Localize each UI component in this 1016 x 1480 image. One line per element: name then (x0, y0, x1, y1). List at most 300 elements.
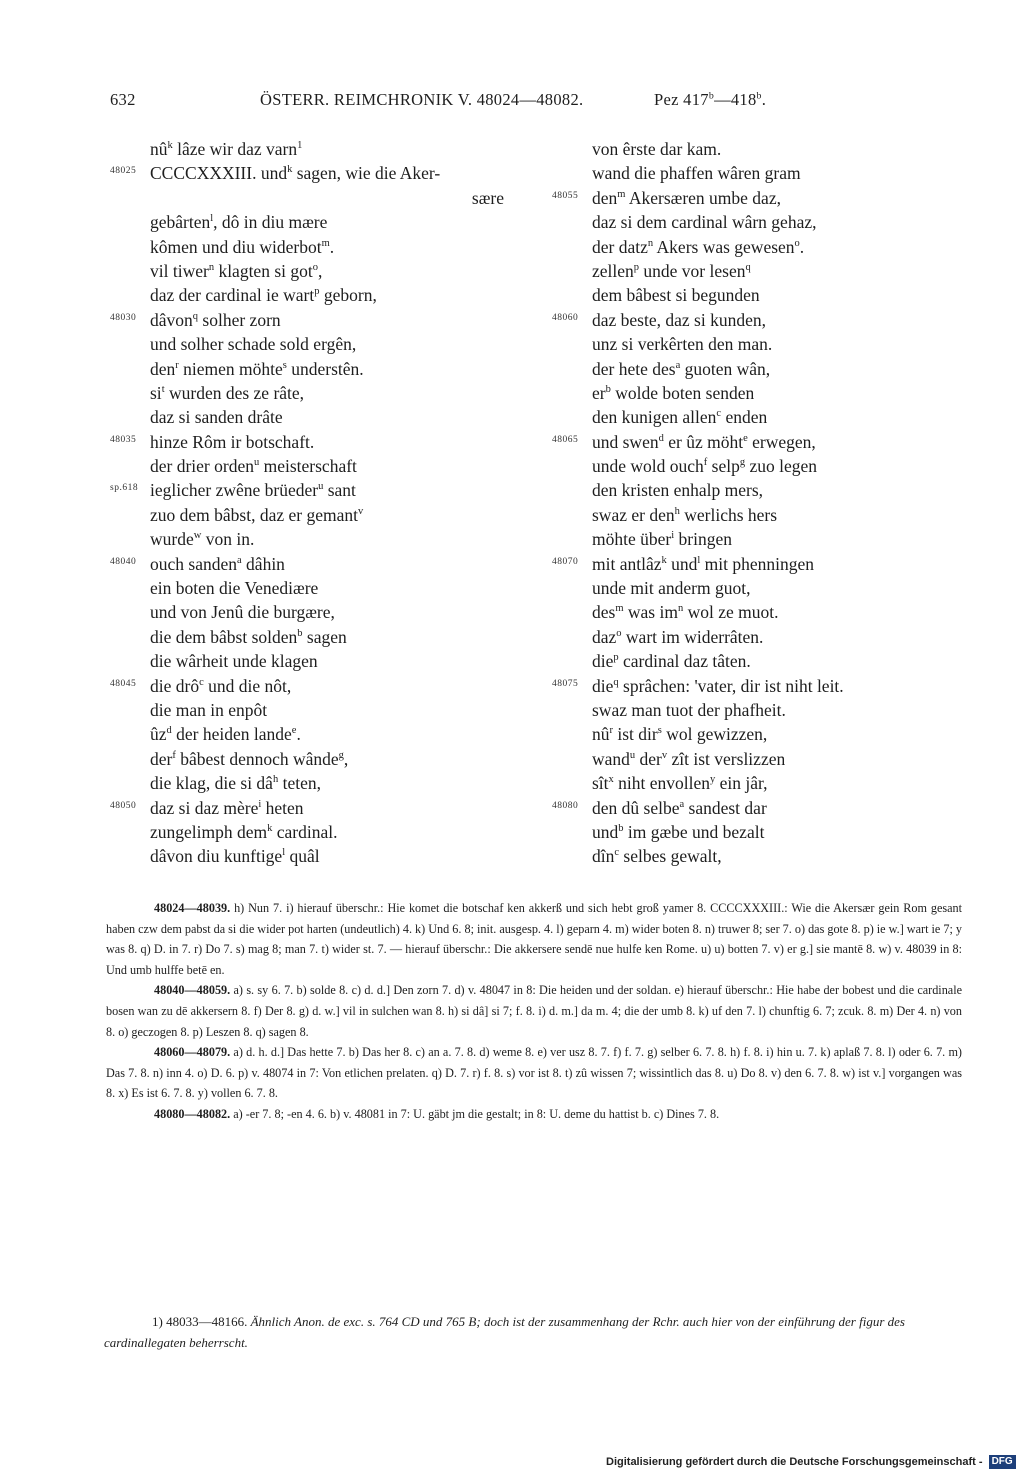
footnote-text: Ähnlich Anon. de exc. s. 764 CD und 765 B; doch ist der zusammenhang der Rchr. auch hier von der einführung der figur des cardinallegaten beherrscht. (104, 1314, 905, 1350)
pez-reference: Pez 417$^b$—418$^b$. (654, 90, 767, 109)
verse-segment: meisterschaft (259, 455, 357, 476)
line-number: sp.618 (110, 483, 139, 494)
note-marker: u (253, 457, 260, 469)
verse-line (110, 256, 530, 280)
verse-line (552, 841, 972, 865)
verse-text (592, 695, 786, 722)
verse-segment: heten (261, 797, 304, 818)
verse-text (150, 744, 348, 771)
note-marker: n (677, 603, 684, 615)
verse-text (592, 158, 801, 185)
verse-segment: wurde (150, 529, 194, 550)
line-number: 48065 (552, 434, 579, 445)
note-marker: i (258, 798, 262, 810)
verse-segment: unde vor lesen (639, 260, 746, 281)
note-marker: q (192, 310, 199, 322)
verse-text (592, 232, 804, 259)
line-number: 48070 (552, 556, 579, 567)
page-header (110, 90, 830, 114)
verse-text (592, 719, 767, 746)
line-number: 48060 (552, 312, 579, 323)
line-number: 48025 (110, 166, 137, 177)
verse-line (552, 817, 972, 841)
verse-line (552, 500, 972, 524)
verse-text (150, 817, 338, 844)
verse-segment: nû (150, 138, 168, 159)
verse-line (110, 671, 530, 695)
verse-column-right (552, 134, 972, 866)
verse-segment: selbes gewalt, (619, 846, 722, 867)
verse-segment: understên. (286, 358, 364, 379)
note-marker: k (267, 822, 273, 834)
apparatus-range: 48024—48039. (154, 901, 231, 915)
verse-segment: ist dir (613, 724, 658, 745)
verse-segment: sandest dar (684, 797, 767, 818)
note-marker: k (167, 140, 173, 151)
note-marker: l (210, 213, 214, 225)
verse-segment: der datz (592, 236, 648, 257)
verse-segment: swaz er den (592, 504, 675, 525)
verse-segment: die klag, die si dâ (150, 772, 273, 793)
verse-segment: si (150, 382, 162, 403)
verse-segment: den kristen enhalp mers, (592, 480, 764, 501)
verse-segment: dem bâbest si begunden (592, 285, 760, 306)
verse-text (592, 646, 751, 673)
apparatus-entry (106, 980, 962, 1042)
note-marker: c (614, 847, 620, 859)
verse-line (110, 134, 530, 158)
critical-apparatus (106, 898, 962, 1125)
verse-segment: ouch sanden (150, 553, 237, 574)
note-marker: q (745, 261, 751, 273)
verse-line (110, 646, 530, 670)
verse-segment: wart im widerrâten. (621, 626, 764, 647)
note-marker: t (161, 383, 165, 395)
verse-text (592, 280, 760, 307)
verse-segment: sære (471, 187, 504, 208)
verse-segment: kômen und diu widerbot (150, 236, 322, 257)
note-marker: k (661, 554, 667, 566)
verse-line (110, 524, 530, 548)
note-marker: f (703, 457, 708, 469)
verse-line (552, 719, 972, 743)
verse-segment: sprâchen: 'vater, dir ist niht leit. (618, 675, 844, 696)
verse-line (552, 280, 972, 304)
verse-segment: von êrste dar kam. (592, 138, 722, 159)
note-marker: o (616, 627, 622, 639)
verse-segment: enden (721, 407, 768, 428)
verse-segment: zungelimph dem (150, 821, 268, 842)
verse-text (592, 354, 770, 381)
footnote-marker: 1) 48033—48166. (152, 1314, 248, 1329)
verse-line (552, 256, 972, 280)
verse-line (110, 207, 530, 231)
verse-segment: wol ze muot. (683, 602, 779, 623)
verse-segment: den dû selbe (592, 797, 680, 818)
verse-text (592, 768, 768, 795)
verse-segment: und die nôt, (203, 675, 292, 696)
verse-line (552, 134, 972, 158)
note-marker: k (287, 164, 293, 176)
verse-segment: die drô (150, 675, 200, 696)
note-marker: l (282, 847, 286, 859)
verse-text (592, 841, 722, 868)
verse-line (552, 768, 972, 792)
apparatus-range: 48040—48059. (154, 983, 231, 998)
verse-line (552, 597, 972, 621)
note-marker: x (608, 774, 614, 786)
verse-segment: zuo dem bâbst, daz er gemant (150, 504, 358, 525)
verse-segment: der (635, 748, 662, 769)
line-number: 48055 (552, 190, 579, 201)
verse-text (150, 768, 321, 795)
apparatus-text: h) Nun 7. i) hierauf überschr.: Hie komet die botschaf ken akkerß und sich hebt groß yamer 8. CCCCXXXIII.: Wie die Akersær gein Rom gesant haben czw dem pabst da si die wider pot harten (undeutlich) 4. k) Und 6. 8; init. ausgesp. 4. l) geparn 4. m) wider boten 8. n) truwer 8; ser 7. o) das gote 8. p) ie w.] wart ie 7; y was 8. q) D. in 7. r) Do 7. s) mag 8; man 7. t) wider st. 7. — hierauf überschr.: Die akkersere sendē nue hulfe ken Rome. u) u) botten 7. v) er g.] sie mantē 8. w) v. 48039 in 8: Und umb hulffe betē en. (106, 901, 962, 977)
note-marker: m (321, 237, 330, 249)
running-title: ÖSTERR. REIMCHRONIK V. 48024—48082. (260, 90, 584, 109)
verse-segment: niemen möhte (178, 358, 283, 379)
note-marker: q (613, 676, 619, 688)
verse-line (552, 646, 972, 670)
verse-line (552, 793, 972, 817)
verse-line (552, 402, 972, 426)
verse-segment: , (343, 748, 349, 769)
verse-line (552, 524, 972, 548)
verse-text (150, 524, 254, 551)
note-marker: v (357, 505, 364, 517)
apparatus-entry (106, 1042, 962, 1104)
funding-text: Digitalisierung gefördert durch die Deutsche Forschungsgemeinschaft - (606, 1455, 983, 1468)
note-marker: h (272, 774, 279, 786)
verse-text (592, 427, 816, 454)
verse-segment: sagen, wie die Aker- (292, 163, 441, 184)
note-marker: 1 (297, 140, 303, 151)
verse-segment: lâze wir daz varn (172, 138, 298, 159)
verse-line (110, 354, 530, 378)
note-marker: s (657, 725, 662, 737)
verse-line (110, 817, 530, 841)
verse-line (110, 793, 530, 817)
note-marker: c (199, 676, 204, 688)
apparatus-entry (106, 898, 962, 980)
verse-segment: der (150, 748, 173, 769)
note-marker: g (338, 749, 344, 761)
verse-line (552, 427, 972, 451)
verse-segment: , (317, 260, 323, 281)
verse-segment: . (329, 236, 335, 257)
verse-text (592, 256, 751, 283)
verse-segment: daz si daz mère (150, 797, 259, 818)
verse-segment: dâvon (150, 309, 193, 330)
verse-text (592, 207, 816, 234)
verse-line (110, 597, 530, 621)
note-marker: f (172, 749, 176, 761)
line-number: 48045 (110, 678, 137, 689)
verse-segment: und swen (592, 431, 659, 452)
verse-text (150, 305, 281, 332)
verse-text (150, 451, 357, 478)
verse-text (592, 378, 754, 405)
footnote (104, 1312, 964, 1353)
verse-segment: nû (592, 724, 610, 745)
verse-segment: wand die phaffen wâren gram (592, 163, 801, 184)
note-marker: u (318, 481, 324, 493)
verse-text (150, 256, 322, 283)
verse-line (552, 378, 972, 402)
note-marker: l (697, 554, 701, 566)
verse-text (150, 378, 304, 405)
verse-text (592, 622, 763, 649)
verse-segment: unde mit anderm guot, (592, 577, 751, 598)
verse-text (150, 134, 302, 161)
verse-line (552, 475, 972, 499)
verse-text (592, 549, 814, 576)
verse-text (592, 817, 764, 844)
verse-segment: niht envollen (613, 772, 711, 793)
apparatus-text: a) -er 7. 8; -en 4. 6. b) v. 48081 in 7: U. gäbt jm die gestalt; in 8: U. deme du hattist b. c) Dines 7. 8. (233, 1106, 720, 1121)
verse-segment: mit phenningen (700, 553, 815, 574)
verse-text (150, 597, 335, 624)
verse-line (110, 573, 530, 597)
note-marker: r (175, 359, 179, 371)
note-marker: d (166, 725, 172, 737)
verse-segment: guoten wân, (680, 358, 771, 379)
verse-line (110, 305, 530, 329)
apparatus-range: 48080—48082. (154, 1106, 231, 1121)
verse-segment: sant (323, 480, 356, 501)
verse-segment: . (799, 236, 805, 257)
verse-text (592, 329, 772, 356)
verse-segment: cardinal. (272, 821, 338, 842)
verse-segment: wol gewizzen, (661, 724, 768, 745)
verse-segment: den (592, 187, 618, 208)
verse-segment: bâbest dennoch wânde (175, 748, 339, 769)
note-marker: p (633, 261, 640, 273)
note-marker: p (314, 286, 320, 298)
funding-note (606, 1455, 1016, 1471)
verse-segment: des (592, 602, 616, 623)
verse-text (150, 427, 314, 454)
note-marker: e (291, 725, 297, 737)
verse-text (592, 183, 781, 210)
note-marker: e (743, 432, 748, 444)
verse-segment: dîn (592, 846, 615, 867)
verse-text (592, 524, 732, 551)
note-marker: m (615, 603, 624, 615)
verse-line (552, 451, 972, 475)
verse-segment: und solher schade sold ergên, (150, 333, 357, 354)
verse-text (150, 549, 285, 576)
verse-text (150, 329, 356, 356)
verse-line (552, 158, 972, 182)
verse-text (150, 500, 363, 527)
line-number: 48075 (552, 678, 579, 689)
verse-segment: sagen (302, 626, 347, 647)
verse-line (110, 744, 530, 768)
verse-line (552, 354, 972, 378)
verse-line (110, 280, 530, 304)
verse-segment: selp (707, 455, 740, 476)
verse-segment: und von Jenû die burgære, (150, 602, 335, 623)
verse-text (592, 134, 721, 161)
verse-text (592, 305, 766, 332)
verse-segment: zuo legen (745, 455, 818, 476)
verse-line (552, 207, 972, 231)
verse-segment: ein jâr, (715, 772, 768, 793)
verse-segment: CCCCXXXIII. und (150, 163, 288, 184)
verse-segment: vil tiwer (150, 260, 209, 281)
apparatus-range: 48060—48079. (154, 1045, 231, 1060)
verse-line (110, 427, 530, 451)
note-marker: n (208, 261, 215, 273)
verse-segment: der heiden lande (171, 724, 292, 745)
verse-text (150, 158, 440, 185)
verse-line (552, 695, 972, 719)
note-marker: u (629, 749, 636, 761)
note-marker: h (674, 505, 680, 517)
verse-text (150, 280, 377, 307)
note-marker: d (658, 432, 664, 444)
verse-text (150, 475, 356, 502)
verse-segment: werlichs hers (679, 504, 778, 525)
verse-text (592, 475, 763, 502)
verse-segment: geborn, (319, 285, 377, 306)
verse-segment: die wârheit unde klagen (150, 651, 318, 672)
apparatus-entry (106, 1104, 962, 1125)
note-marker: a (237, 554, 242, 566)
verse-segment: dâhin (241, 553, 285, 574)
verse-segment: und (592, 821, 619, 842)
verse-text (150, 354, 364, 381)
verse-segment: die (592, 675, 614, 696)
note-marker: p (613, 652, 619, 664)
verse-line (110, 402, 530, 426)
verse-segment: unde wold ouch (592, 455, 704, 476)
note-marker: a (675, 359, 681, 371)
verse-line (110, 549, 530, 573)
verse-column-left (110, 134, 530, 866)
verse-line (110, 719, 530, 743)
verse-segment: solher zorn (198, 309, 281, 330)
verse-line (110, 378, 530, 402)
apparatus-text: a) d. h. d.] Das hette 7. b) Das her 8. c) an a. 7. 8. d) weme 8. e) ver usz 8. 7. f) f. 7. g) selber 6. 7. 8. h) f. 8. i) hin u. 7. k) aplaß 7. 8. l) oder 6. 7. m) Das 7. 8. n) inn 4. o) D. 6. p) v. 48074 in 7: Von etlichen prelaten. q) D. 7. r) f. 8. s) vor ist 8. t) zû wissen 7; wissintlich das 8. u) Do 8. v) den 6. 7. 8. w) ist v.] vorgangen was 8. x) Es ist 6. 7. 8. y) vollen 6. 7. 8. (106, 1045, 962, 1101)
verse-line (552, 549, 972, 573)
verse-segment: wurden des ze râte, (164, 382, 305, 403)
note-marker: r (609, 725, 613, 737)
verse-line (110, 841, 530, 865)
verse-segment: erwegen, (747, 431, 816, 452)
verse-segment: ein boten die Venediære (150, 577, 319, 598)
verse-line (110, 158, 530, 182)
verse-text (150, 719, 301, 746)
verse-segment: sît (592, 772, 609, 793)
verse-segment: den (150, 358, 176, 379)
verse-segment: daz beste, daz si kunden, (592, 309, 766, 330)
note-marker: s (282, 359, 287, 371)
verse-segment: möhte über (592, 529, 672, 550)
verse-segment: die (592, 651, 614, 672)
verse-segment: daz si dem cardinal wârn gehaz, (592, 212, 817, 232)
verse-text (592, 573, 750, 600)
verse-segment: ieglicher zwêne brüeder (150, 480, 319, 501)
verse-segment: cardinal daz tâten. (618, 651, 751, 672)
verse-line (110, 451, 530, 475)
verse-text (150, 671, 291, 698)
verse-line (552, 744, 972, 768)
verse-line (110, 475, 530, 499)
verse-line (110, 329, 530, 353)
verse-segment: zît ist verslizzen (667, 748, 786, 769)
verse-segment: im gæbe und bezalt (623, 821, 765, 842)
note-marker: b (297, 627, 303, 639)
note-marker: g (739, 457, 746, 469)
verse-line (110, 622, 530, 646)
note-marker: i (671, 530, 675, 542)
verse-text (150, 646, 318, 673)
note-marker: y (710, 774, 716, 786)
verse-line (552, 183, 972, 207)
verse-segment: mit antlâz (592, 553, 662, 574)
note-marker: a (679, 798, 685, 810)
verse-line (110, 183, 530, 207)
verse-segment: er ûz möht (663, 431, 744, 452)
verse-text (150, 232, 334, 259)
verse-segment: der hete des (592, 358, 676, 379)
verse-text (592, 744, 785, 771)
verse-segment: bringen (674, 529, 732, 550)
verse-text (592, 500, 777, 527)
verse-segment: unz si verkêrten den man. (592, 333, 773, 354)
verse-text (472, 183, 504, 210)
verse-line (552, 305, 972, 329)
dfg-logo: DFG (989, 1455, 1016, 1469)
verse-segment: den kunigen allen (592, 407, 717, 428)
verse-text (592, 451, 817, 478)
verse-segment: er (592, 382, 606, 403)
verse-line (552, 671, 972, 695)
note-marker: o (312, 261, 318, 273)
verse-segment: der drier orden (150, 455, 254, 476)
verse-text (150, 695, 267, 722)
verse-line (110, 500, 530, 524)
verse-segment: , dô in diu mære (213, 212, 328, 232)
line-number: 48080 (552, 800, 579, 811)
verse-text (592, 793, 767, 820)
note-marker: b (605, 383, 611, 395)
verse-text (592, 597, 778, 624)
verse-line (110, 695, 530, 719)
verse-segment: . (296, 724, 301, 745)
verse-segment: die man in enpôt (150, 699, 268, 720)
verse-segment: wolde boten senden (610, 382, 755, 403)
verse-line (110, 768, 530, 792)
verse-segment: daz si sanden drâte (150, 407, 283, 428)
verse-text (150, 622, 347, 649)
verse-segment: Akersæren umbe daz, (625, 187, 781, 208)
verse-text (150, 841, 320, 868)
verse-line (552, 573, 972, 597)
verse-segment: daz (592, 626, 617, 647)
verse-segment: Akers was gewesen (653, 236, 795, 257)
verse-segment: ûz (150, 724, 167, 745)
verse-line (552, 622, 972, 646)
verse-line (552, 329, 972, 353)
verse-text (150, 207, 327, 234)
line-number: 48030 (110, 312, 137, 323)
verse-line (110, 232, 530, 256)
verse-segment: swaz man tuot der phafheit. (592, 699, 786, 720)
verse-segment: hinze Rôm ir botschaft. (150, 431, 315, 452)
verse-text (150, 793, 304, 820)
